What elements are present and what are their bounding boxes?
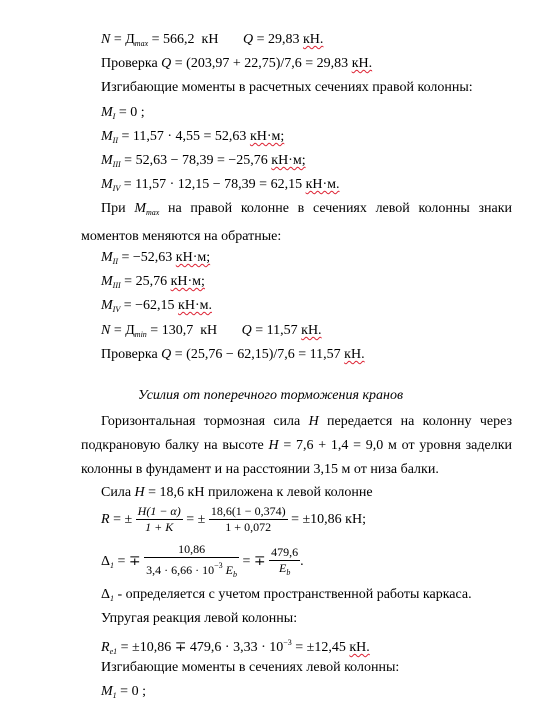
moment-expr: = 11,57 · 4,55 = 52,63 (121, 129, 247, 144)
moment-expr: = 0 ; (120, 684, 146, 699)
unit-kn: кН. (349, 640, 370, 655)
sub-index: III (112, 281, 121, 290)
sub-max: max (134, 39, 149, 48)
check-label: Проверка (101, 56, 158, 71)
note-text: - определяется с учетом пространственной работы каркаса. (117, 587, 472, 602)
sub-index: III (112, 160, 121, 169)
fraction-denominator (144, 558, 239, 582)
unit-kn: кН. (302, 32, 324, 47)
unit-kn: кН. (344, 347, 365, 362)
sub-max: max (145, 208, 160, 217)
para-text: При (101, 201, 126, 216)
var-m: M (134, 201, 146, 216)
fraction-denominator: 1 + 0,072 (225, 520, 272, 535)
punct: . (300, 554, 304, 570)
check-line-2 (101, 346, 365, 364)
moment-left-m4 (101, 297, 212, 319)
var-q: Q (241, 323, 252, 338)
var-m: M (101, 153, 113, 168)
fraction-3 (144, 542, 239, 582)
var-n: N (101, 32, 111, 47)
para-text: = 7,6 + 1,4 = 9,0 м от уровня заделки колонны в фундамент и на расстоянии 3,15 м от низа балки. (81, 438, 513, 477)
unit-kn: кН (200, 323, 218, 338)
sub-index: I (112, 112, 116, 121)
elastic-reaction-title: Упругая реакция левой колонны: (101, 611, 298, 626)
sub-index: 1 (110, 561, 115, 571)
fraction-numerator: 10,86 (144, 542, 239, 558)
moment-expr: = −62,15 (123, 298, 175, 313)
sub-index: IV (112, 184, 121, 193)
value-q: = 11,57 (255, 323, 298, 338)
result: = ±10,86 (291, 512, 342, 527)
var-h: H (308, 414, 319, 429)
var-n: N (101, 323, 111, 338)
section-heading: Усилия от поперечного торможения кранов (137, 388, 404, 403)
paragraph-brake-force (81, 410, 512, 482)
force-h-line (101, 484, 373, 502)
var-delta: Δ (101, 587, 111, 602)
sub-index: II (112, 136, 118, 145)
check-expr: = (203,97 + 22,75)/7,6 = 29,83 (174, 56, 349, 71)
var-q: Q (161, 56, 172, 71)
exponent: −3 (214, 561, 223, 570)
sub-index: 1 (112, 691, 117, 700)
value-n: = 130,7 (150, 323, 194, 338)
unit-knm: кН·м; (271, 153, 306, 168)
unit-kn: кН (201, 32, 219, 47)
var-m: M (101, 105, 113, 120)
var-r: R (101, 640, 110, 655)
sub-e: e (109, 647, 114, 656)
text-d: = Д (113, 323, 135, 338)
fraction-2 (209, 504, 288, 535)
fraction-numerator: H(1 − α) (137, 504, 181, 519)
text-force: Сила (101, 485, 132, 500)
unit-knm: кН·м; (170, 274, 205, 289)
fraction-denominator (269, 561, 300, 580)
sub-b: b (233, 570, 238, 579)
unit-kn: кН. (301, 323, 322, 338)
var-m: M (101, 250, 113, 265)
moment-expr: = 11,57 · 12,15 − 78,39 = 62,15 (123, 177, 303, 192)
sub-min: min (134, 330, 147, 339)
check-expr: = (25,76 − 62,15)/7,6 = 11,57 (174, 347, 341, 362)
var-m: M (101, 129, 113, 144)
result: = ±12,45 (295, 640, 346, 655)
unit-kn: кН; (345, 512, 366, 527)
var-m: M (101, 298, 113, 313)
formula-r (101, 504, 366, 536)
moment-expr: = 52,63 − 78,39 = −25,76 (124, 153, 268, 168)
var-h: H (268, 438, 279, 453)
var-e: E (225, 563, 234, 577)
var-delta: Δ (101, 554, 111, 570)
var-r: R (101, 512, 110, 527)
paragraph-sign-change (81, 197, 512, 249)
op-mp: = ∓ (117, 554, 141, 570)
moment-left-m3 (101, 273, 205, 295)
check-label: Проверка (101, 347, 158, 362)
fraction-numerator: 479,6 (271, 544, 299, 559)
sub-index: II (112, 257, 118, 266)
moment-expr: = 0 ; (118, 105, 145, 120)
unit-knm: кН·м; (249, 129, 285, 144)
op-mp: = ∓ (242, 554, 266, 570)
var-h: H (134, 485, 145, 500)
moment-m1 (101, 104, 145, 126)
op-pm: = ± (113, 512, 133, 527)
sub-index: IV (112, 305, 121, 314)
value-q: = 29,83 (256, 32, 300, 47)
moment-m3 (101, 152, 306, 174)
elastic-reaction-formula (101, 634, 370, 661)
var-q: Q (161, 347, 172, 362)
text-d: = Д (113, 32, 135, 47)
sub-index: 1 (113, 647, 118, 656)
delta-note (101, 586, 472, 608)
exponent: −3 (283, 638, 292, 647)
force-expr: = 18,6 кН приложена к левой колонне (148, 485, 373, 500)
var-m: M (101, 177, 113, 192)
moment-expr: = 25,76 (124, 274, 168, 289)
line-n-min (101, 322, 322, 344)
moments-left-title: Изгибающие моменты в сечениях левой колонны: (101, 660, 400, 675)
fraction-1 (136, 504, 183, 535)
sub-index: 1 (110, 594, 115, 603)
var-m: M (101, 274, 113, 289)
denom-text: 3,4 · 6,66 · 10 (146, 563, 215, 577)
unit-knm: кН·м; (175, 250, 211, 265)
var-q: Q (242, 32, 254, 47)
para-text: Горизонтальная тормозная сила (101, 414, 301, 429)
var-m: M (101, 684, 113, 699)
op-pm: = ± (186, 512, 206, 527)
para-text: передается на колонну через подкрановую балку на высоте (81, 414, 513, 453)
moment-left-m2 (101, 249, 210, 271)
sub-b: b (286, 567, 291, 577)
moment-expr: = −52,63 (121, 250, 173, 265)
moment-m4 (101, 176, 340, 198)
fraction-denominator: 1 + K (145, 520, 174, 535)
value-n: = 566,2 (151, 32, 195, 47)
unit-kn: кН. (351, 56, 373, 71)
moments-right-title: Изгибающие моменты в расчетных сечениях правой колонны: (101, 80, 473, 95)
line-n-max (101, 31, 323, 53)
unit-knm: кН·м. (178, 298, 212, 313)
fraction-numerator: 18,6(1 − 0,374) (210, 504, 286, 519)
unit-knm: кН·м. (305, 177, 340, 192)
moment-m2 (101, 128, 284, 150)
check-line-1 (101, 55, 372, 73)
var-e: E (278, 560, 287, 575)
fraction-4 (269, 545, 300, 580)
reaction-expr: = ±10,86 ∓ 479,6 · 3,33 · 10 (120, 640, 284, 655)
formula-delta (101, 542, 304, 582)
para-text: на правой колонне в сечениях левой колонны знаки моментов меняются на обратные: (81, 201, 512, 244)
